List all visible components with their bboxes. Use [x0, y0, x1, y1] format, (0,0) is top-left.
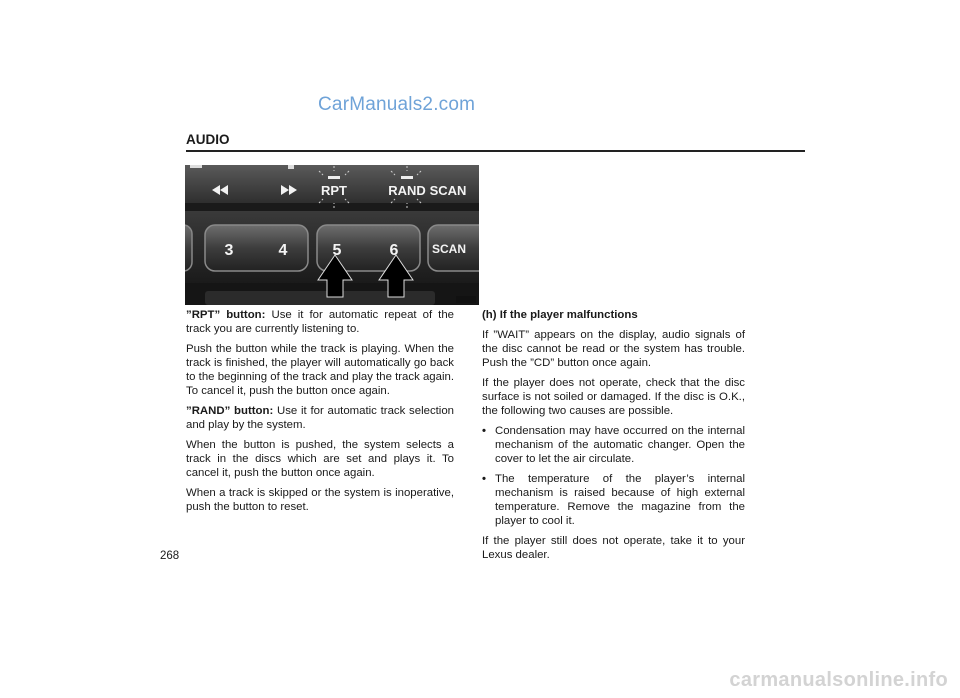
rpt-heading: ”RPT” button: — [186, 309, 266, 321]
preset-button-3-4[interactable] — [205, 225, 308, 271]
rand-label: RAND — [388, 183, 426, 198]
rpt-text: Use it for automatic repeat of the track you are currently listening to. — [186, 309, 454, 335]
rand-detail-paragraph: When the button is pushed, the system selects a track in the discs which are set and plays it. To cancel it, push the button once again. — [186, 439, 454, 479]
watermark-top-link[interactable]: CarManuals2.com — [318, 94, 476, 115]
header-rule — [186, 150, 805, 152]
page-number: 268 — [160, 550, 180, 562]
bullet-text: The temperature of the player’s internal mechanism is raised because of high external temperature. Remove the magazine from the player to cool it. — [495, 473, 745, 527]
preset-5-label: 5 — [332, 242, 342, 259]
rand-paragraph — [186, 404, 454, 432]
left-column — [186, 308, 454, 520]
rpt-detail-paragraph: Push the button while the track is playing. When the track is finished, the player will automatically go back to the beginning of the track and play the track again. To cancel it, push the button once again. — [186, 343, 454, 397]
scan-display-label: SCAN — [429, 183, 467, 198]
list-item — [482, 424, 745, 466]
scan-button-label: SCAN — [431, 242, 467, 256]
cd-panel-illustration — [185, 165, 479, 305]
bullet-icon: • — [482, 425, 486, 437]
wait-paragraph: If ”WAIT” appears on the display, audio signals of the disc cannot be read or the system has trouble. Push the ”CD” button once again. — [482, 329, 745, 369]
preset-4-label: 4 — [278, 242, 288, 259]
preset-3-label: 3 — [224, 242, 234, 259]
preset-6-label: 6 — [389, 242, 399, 259]
reset-paragraph: When a track is skipped or the system is inoperative, push the button to reset. — [186, 487, 454, 513]
rpt-paragraph — [186, 308, 454, 336]
scan-button[interactable] — [428, 225, 479, 271]
watermark-bottom-link[interactable]: carmanualsonline.info — [729, 669, 948, 691]
right-column — [482, 308, 745, 568]
bullet-icon: • — [482, 473, 486, 485]
not-operate-paragraph: If the player does not operate, check that the disc surface is not soiled or damaged. If the disc is O.K., the following two causes are possible. — [482, 377, 745, 417]
rpt-label: RPT — [321, 183, 347, 198]
dealer-paragraph: If the player still does not operate, take it to your Lexus dealer. — [482, 535, 745, 561]
malfunction-heading: (h) If the player malfunctions — [482, 309, 638, 321]
rand-text: Use it for automatic track selection and play by the system. — [186, 405, 455, 431]
section-title: AUDIO — [186, 132, 230, 147]
list-item — [482, 472, 745, 528]
bullet-text: Condensation may have occurred on the internal mechanism of the automatic changer. Open the cover to let the air circulate. — [495, 425, 745, 465]
rand-heading: ”RAND” button: — [186, 405, 274, 417]
